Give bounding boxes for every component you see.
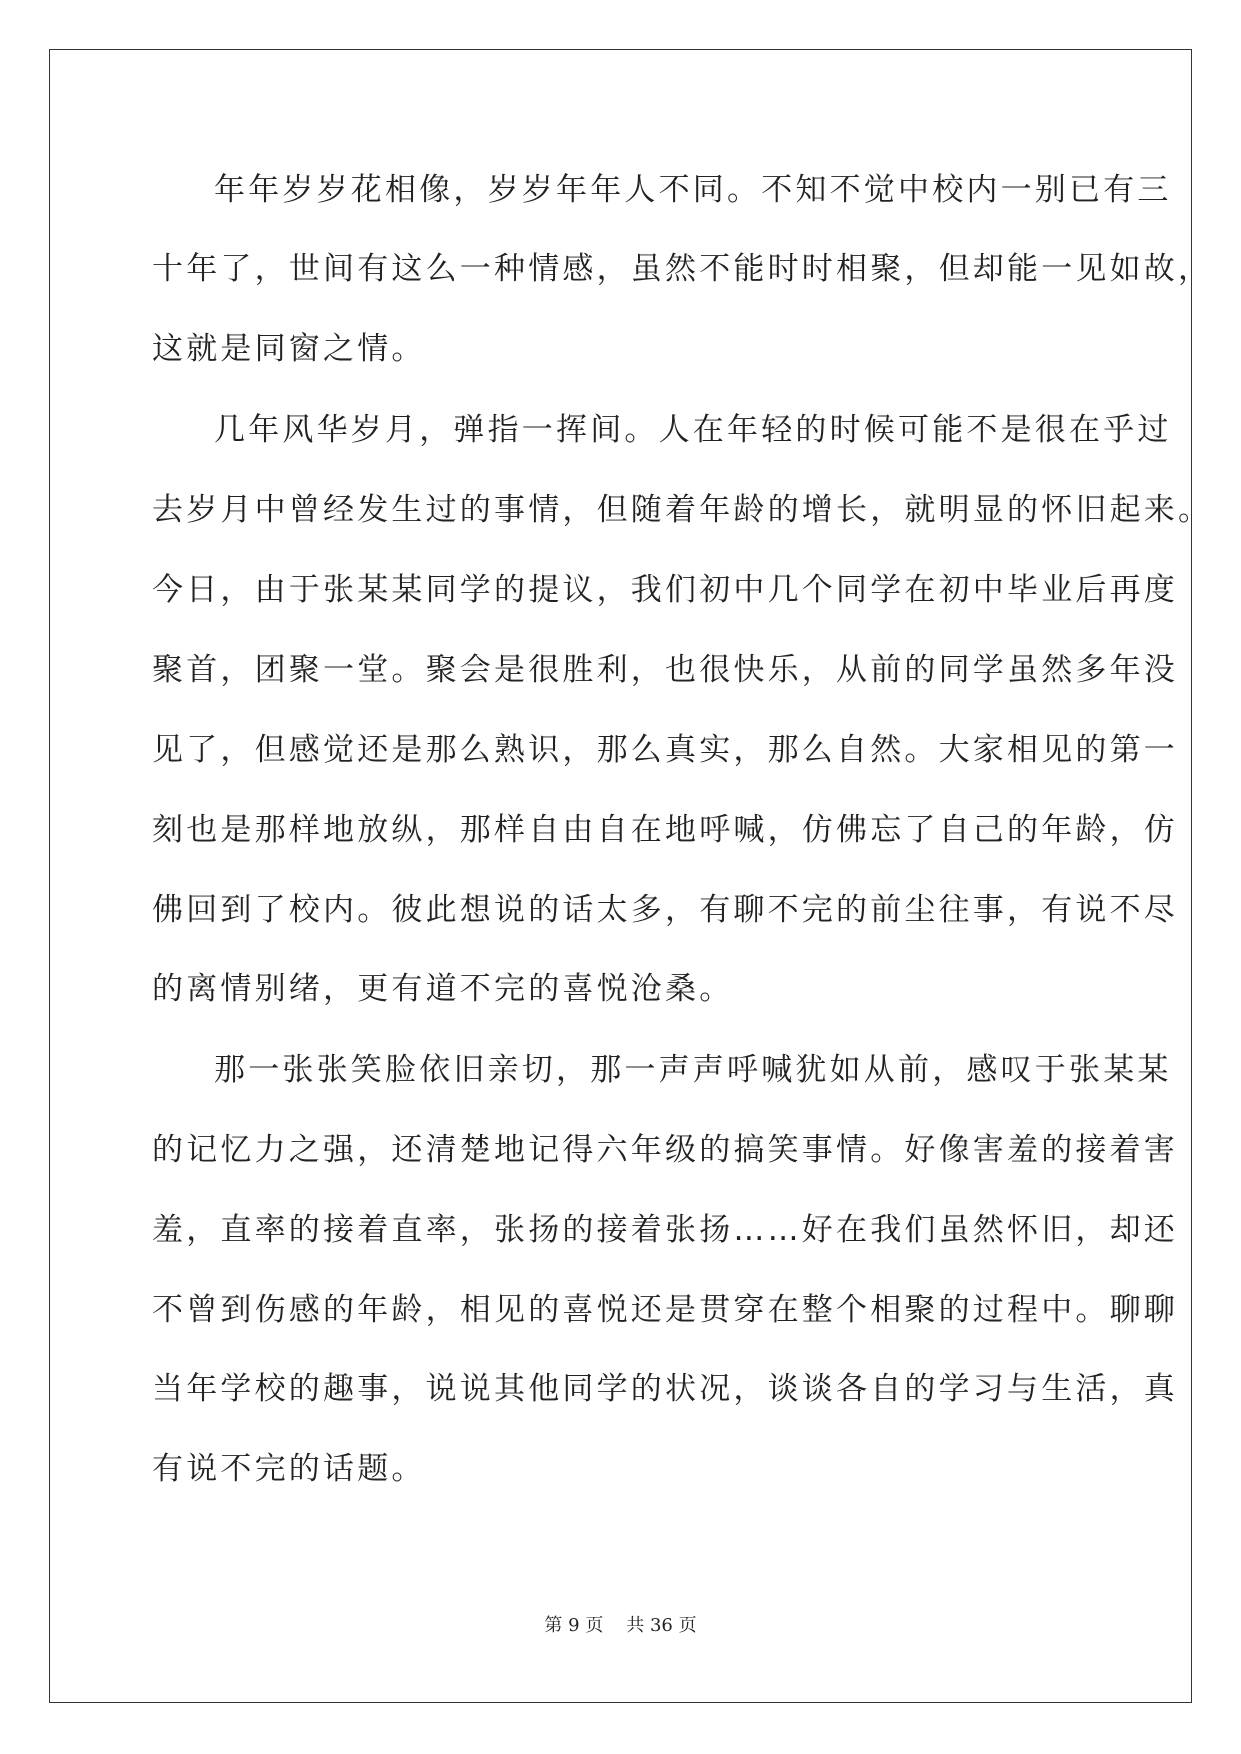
paragraph-2-line-3: 今日，由于张某某同学的提议，我们初中几个同学在初中毕业后再度 xyxy=(152,572,1178,608)
paragraph-3-line-5: 当年学校的趣事，说说其他同学的状况，谈谈各自的学习与生活，真 xyxy=(152,1371,1178,1407)
paragraph-2-line-2: 去岁月中曾经发生过的事情，但随着年龄的增长，就明显的怀旧起来。 xyxy=(152,492,1213,528)
page-number: 第 9 页 xyxy=(544,1615,604,1636)
paragraph-3-line-1: 那一张张笑脸依旧亲切，那一声声呼喊犹如从前，感叹于张某某 xyxy=(214,1052,1172,1088)
paragraph-2-line-4: 聚首，团聚一堂。聚会是很胜利，也很快乐，从前的同学虽然多年没 xyxy=(152,652,1178,688)
paragraph-3-line-3: 羞，直率的接着直率，张扬的接着张扬……好在我们虽然怀旧，却还 xyxy=(152,1212,1178,1248)
paragraph-2-line-8: 的离情别绪，更有道不完的喜悦沧桑。 xyxy=(152,971,734,1007)
paragraph-3-line-4: 不曾到伤感的年龄，相见的喜悦还是贯穿在整个相聚的过程中。聊聊 xyxy=(152,1292,1178,1328)
paragraph-1-line-1: 年年岁岁花相像，岁岁年年人不同。不知不觉中校内一别已有三 xyxy=(214,172,1172,208)
paragraph-2-line-1: 几年风华岁月，弹指一挥间。人在年轻的时候可能不是很在乎过 xyxy=(214,412,1172,448)
page-footer xyxy=(0,1614,1241,1638)
paragraph-2-line-7: 佛回到了校内。彼此想说的话太多，有聊不完的前尘往事，有说不尽 xyxy=(152,892,1178,928)
paragraph-1-line-2: 十年了，世间有这么一种情感，虽然不能时时相聚，但却能一见如故， xyxy=(152,251,1213,287)
paragraph-2-line-5: 见了，但感觉还是那么熟识，那么真实，那么自然。大家相见的第一 xyxy=(152,732,1178,768)
paragraph-3-line-6: 有说不完的话题。 xyxy=(152,1451,426,1487)
paragraph-3-line-2: 的记忆力之强，还清楚地记得六年级的搞笑事情。好像害羞的接着害 xyxy=(152,1132,1178,1168)
paragraph-1-line-3: 这就是同窗之情。 xyxy=(152,331,426,367)
page-total: 共 36 页 xyxy=(626,1615,697,1636)
paragraph-2-line-6: 刻也是那样地放纵，那样自由自在地呼喊，仿佛忘了自己的年龄，仿 xyxy=(152,812,1178,848)
